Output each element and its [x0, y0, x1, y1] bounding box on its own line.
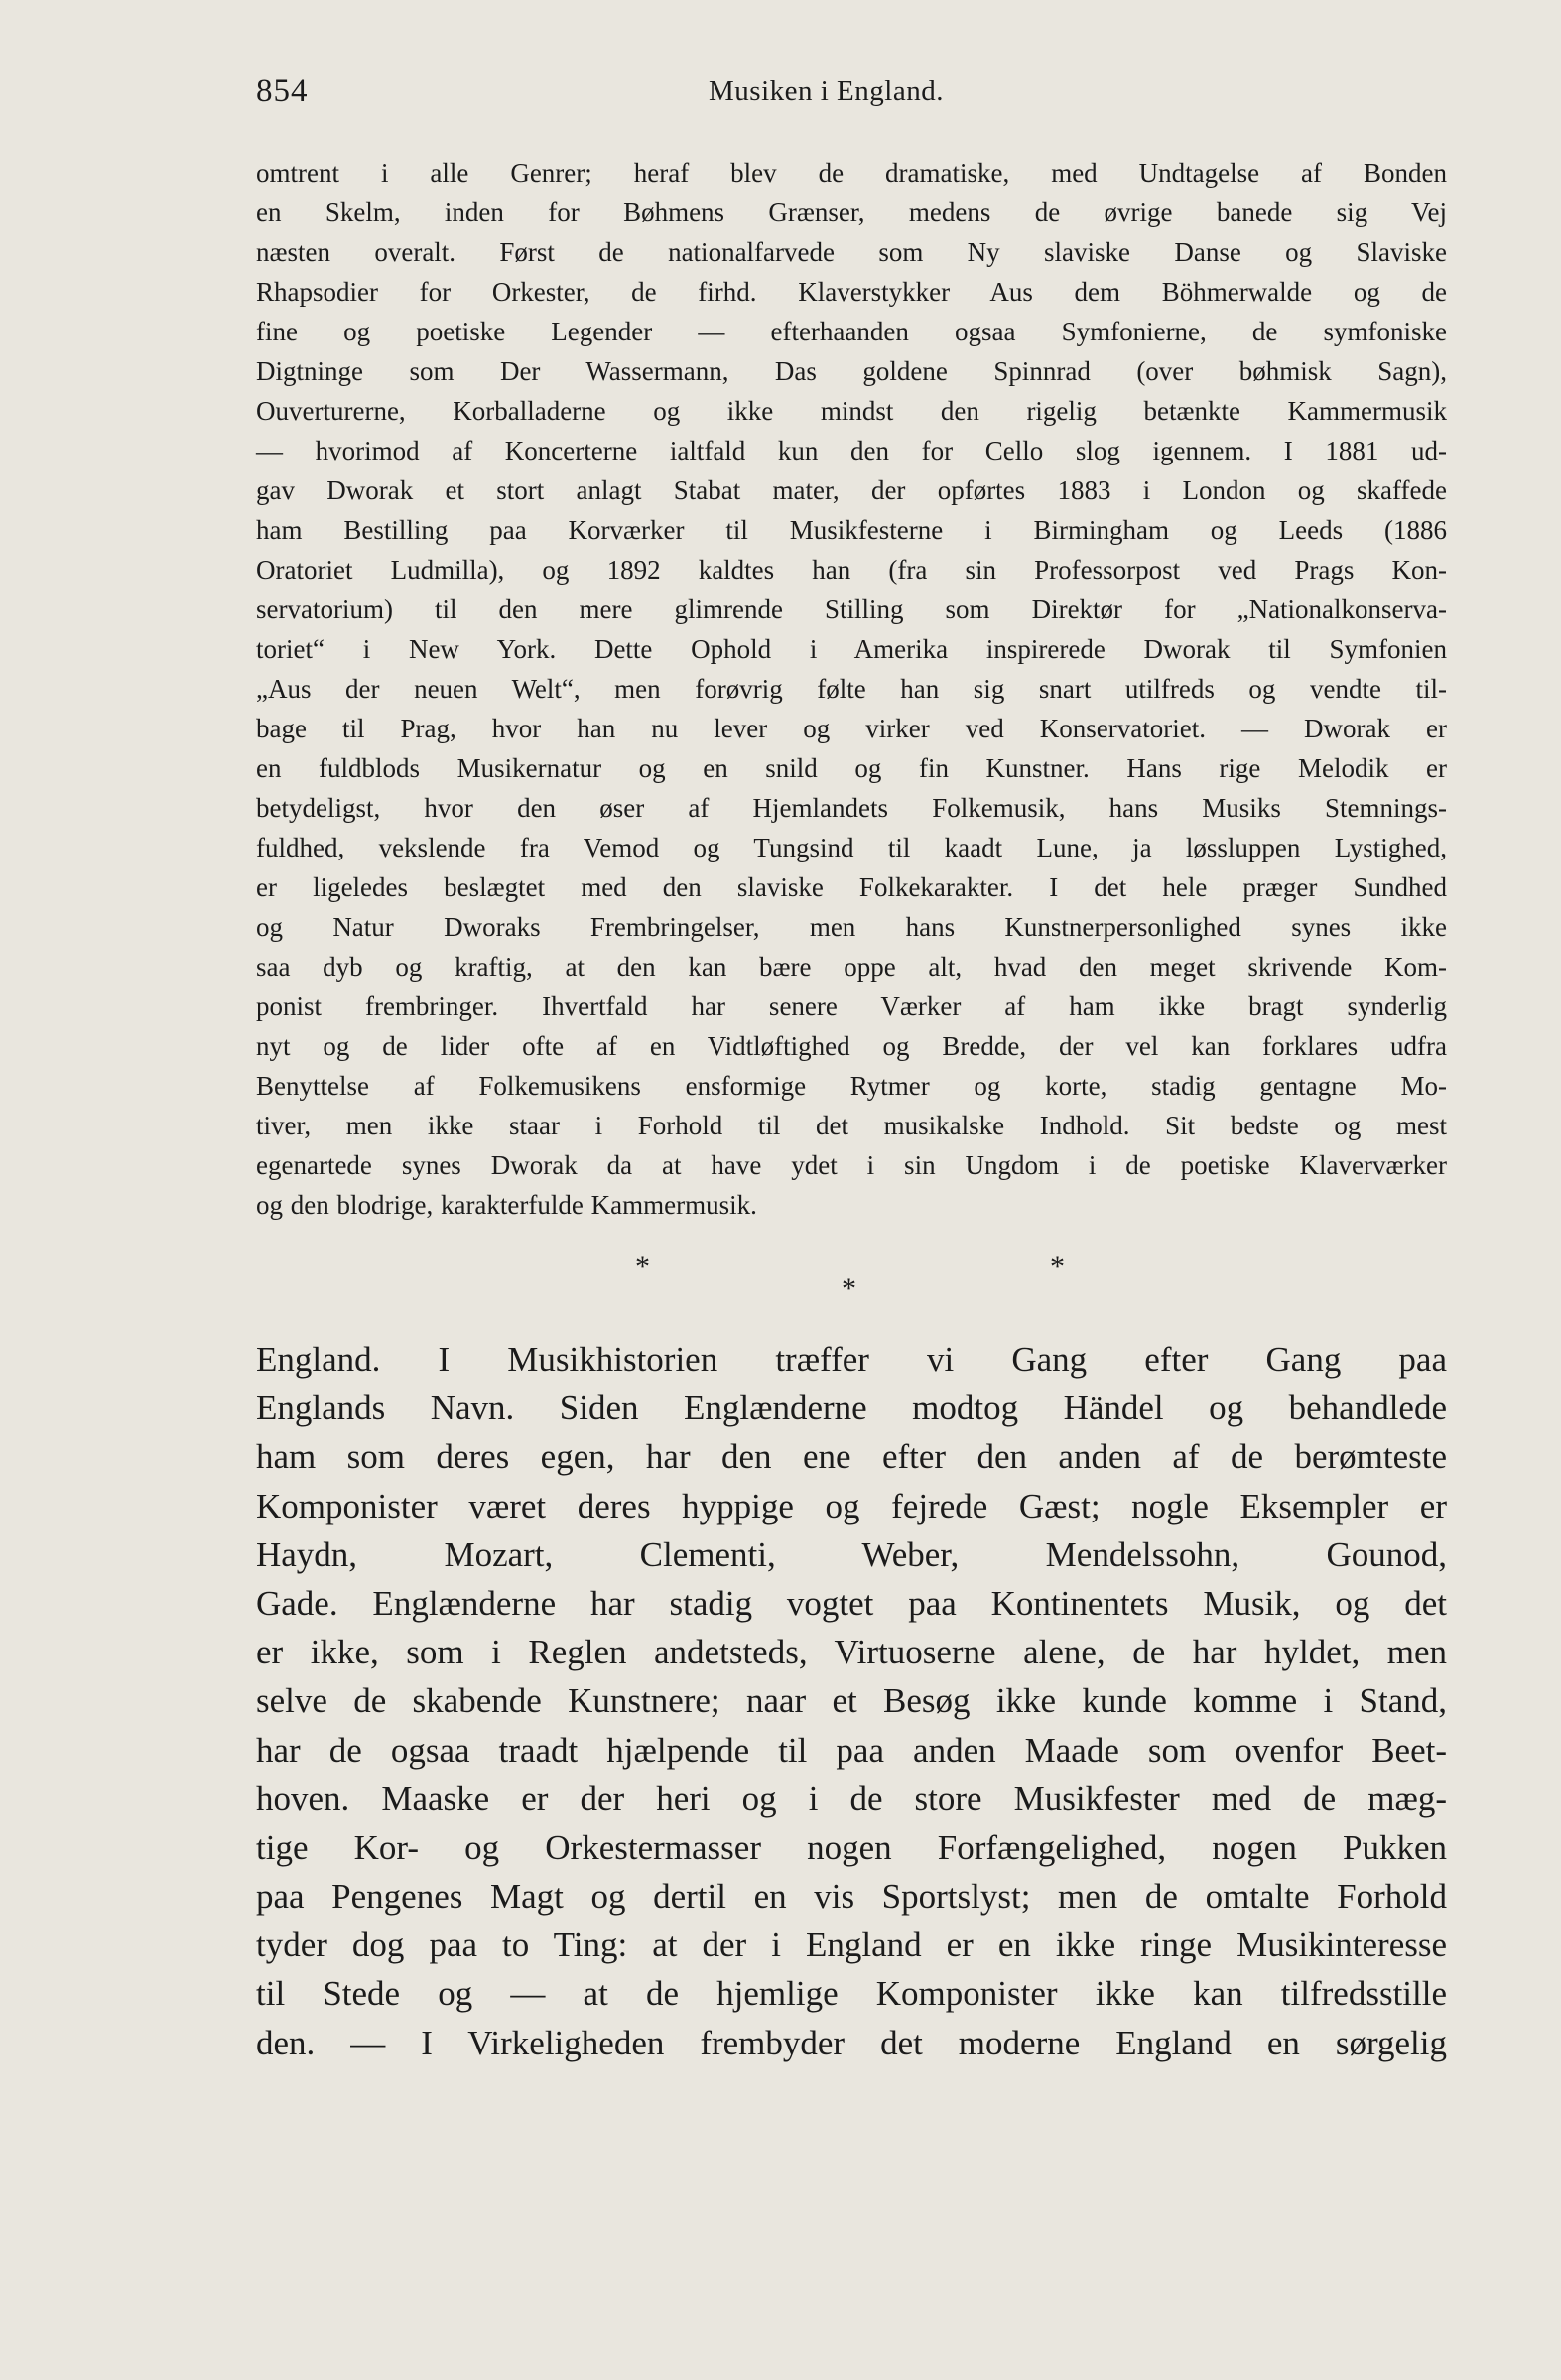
text-line: ham som deres egen, har den ene efter den anden af de berømteste [256, 1437, 1447, 1477]
asterisk-center: * [842, 1272, 856, 1305]
text-line: tyder dog paa to Ting: at der i England er en ikke ringe Musikinteresse [256, 1925, 1447, 1965]
text-line: en fuldblods Musikernatur og en snild og fin Kunstner. Hans rige Melodik er [256, 753, 1447, 783]
text-line: til Stede og — at de hjemlige Komponister ikke kan tilfredsstille [256, 1974, 1447, 2014]
text-line: ponist frembringer. Ihvertfald har senere Værker af ham ikke bragt synderlig [256, 992, 1447, 1021]
text-line: servatorium) til den mere glimrende Stilling som Direktør for „Nationalkonserva- [256, 595, 1447, 624]
text-line: Oratoriet Ludmilla), og 1892 kaldtes han (fra sin Professorpost ved Prags Kon- [256, 555, 1447, 585]
section-asterism [0, 1251, 1561, 1320]
text-line: nyt og de lider ofte af en Vidtløftighed og Bredde, der vel kan forklares udfra [256, 1031, 1447, 1061]
text-line: gav Dworak et stort anlagt Stabat mater, der opførtes 1883 i London og skaffede [256, 475, 1447, 505]
running-title: Musiken i England. [709, 75, 944, 107]
body-text-large [256, 1335, 1447, 2067]
text-line: har de ogsaa traadt hjælpende til paa anden Maade som ovenfor Beet- [256, 1730, 1447, 1770]
text-line: egenartede synes Dworak da at have ydet i sin Ungdom i de poetiske Klaverværker [256, 1150, 1447, 1180]
text-line: den. — I Virkeligheden frembyder det moderne England en sørgelig [256, 2023, 1447, 2062]
text-line: „Aus der neuen Welt“, men forøvrig følte han sig snart utilfreds og vendte til- [256, 674, 1447, 704]
text-line: hoven. Maaske er der heri og i de store Musikfester med de mæg- [256, 1779, 1447, 1818]
text-line: er ikke, som i Reglen andetsteds, Virtuoserne alene, de har hyldet, men [256, 1633, 1447, 1672]
text-line: Haydn, Mozart, Clementi, Weber, Mendelssohn, Gounod, [256, 1534, 1447, 1574]
text-line: toriet“ i New York. Dette Ophold i Amerika inspirerede Dworak til Symfonien [256, 634, 1447, 664]
text-line: Englands Navn. Siden Englænderne modtog Händel og behandlede [256, 1388, 1447, 1428]
text-line: er ligeledes beslægtet med den slaviske Folkekarakter. I det hele præger Sundhed [256, 872, 1447, 902]
page-number: 854 [256, 73, 309, 109]
text-line: omtrent i alle Genrer; heraf blev de dramatiske, med Undtagelse af Bonden [256, 158, 1447, 188]
text-line: ham Bestilling paa Korværker til Musikfesterne i Birmingham og Leeds (1886 [256, 515, 1447, 545]
text-line: Digtninge som Der Wassermann, Das goldene Spinnrad (over bøhmisk Sagn), [256, 356, 1447, 386]
page-header [256, 73, 1447, 113]
text-line: Komponister været deres hyppige og fejrede Gæst; nogle Eksempler er [256, 1486, 1447, 1525]
body-text-small [256, 153, 1447, 1225]
text-line: paa Pengenes Magt og dertil en vis Sportslyst; men de omtalte Forhold [256, 1877, 1447, 1917]
text-line: og den blodrige, karakterfulde Kammermusik. [256, 1190, 757, 1220]
text-line: Benyttelse af Folkemusikens ensformige Rytmer og korte, stadig gentagne Mo- [256, 1071, 1447, 1101]
text-line: selve de skabende Kunstnere; naar et Besøg ikke kunde komme i Stand, [256, 1681, 1447, 1721]
text-line: fuldhed, vekslende fra Vemod og Tungsind til kaadt Lune, ja løssluppen Lystighed, [256, 833, 1447, 862]
text-line: bage til Prag, hvor han nu lever og virker ved Konservatoriet. — Dworak er [256, 714, 1447, 743]
text-line: tige Kor- og Orkestermasser nogen Forfængelighed, nogen Pukken [256, 1827, 1447, 1867]
text-line: Ouverturerne, Korballaderne og ikke mindst den rigelig betænkte Kammermusik [256, 396, 1447, 426]
text-line: og Natur Dworaks Frembringelser, men hans Kunstnerpersonlighed synes ikke [256, 912, 1447, 942]
text-line: fine og poetiske Legender — efterhaanden ogsaa Symfonierne, de symfoniske [256, 317, 1447, 346]
text-line: Rhapsodier for Orkester, de firhd. Klaverstykker Aus dem Böhmerwalde og de [256, 277, 1447, 307]
text-line: betydeligst, hvor den øser af Hjemlandets Folkemusik, hans Musiks Stemnings- [256, 793, 1447, 823]
text-line: næsten overalt. Først de nationalfarvede som Ny slaviske Danse og Slaviske [256, 237, 1447, 267]
text-line: saa dyb og kraftig, at den kan bære oppe alt, hvad den meget skrivende Kom- [256, 952, 1447, 982]
text-line: en Skelm, inden for Bøhmens Grænser, medens de øvrige banede sig Vej [256, 198, 1447, 227]
text-line: — hvorimod af Koncerterne ialtfald kun den for Cello slog igennem. I 1881 ud- [256, 436, 1447, 465]
text-line: tiver, men ikke staar i Forhold til det musikalske Indhold. Sit bedste og mest [256, 1111, 1447, 1140]
text-line: Gade. Englænderne har stadig vogtet paa Kontinentets Musik, og det [256, 1583, 1447, 1623]
asterisk-right: * [1050, 1251, 1065, 1283]
text-line: England. I Musikhistorien træffer vi Gang efter Gang paa [256, 1340, 1447, 1379]
asterisk-left: * [635, 1251, 650, 1283]
